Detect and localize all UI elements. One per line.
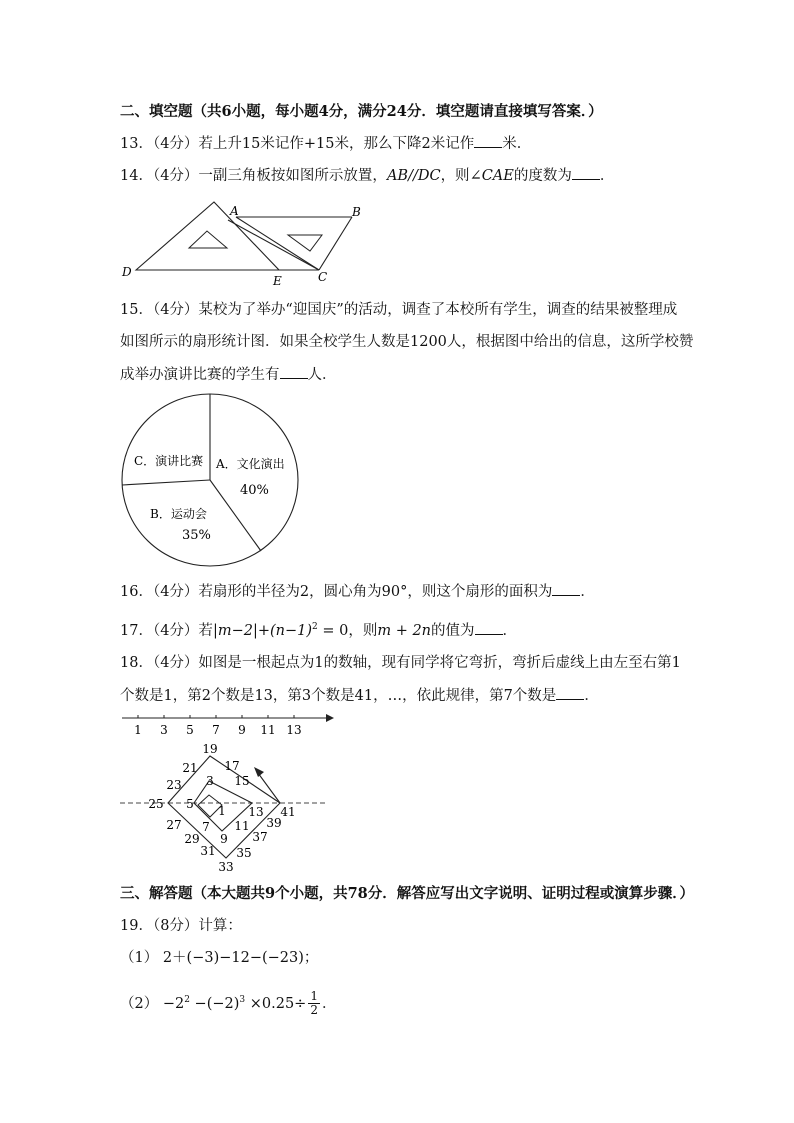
label-D: D xyxy=(122,265,132,279)
spiral-number: 9 xyxy=(220,832,228,846)
q19-p2-c: ×0.25÷ xyxy=(245,995,307,1012)
fraction-one-half xyxy=(308,990,320,1017)
axis-tick-label: 7 xyxy=(212,723,220,737)
q15-text: 成举办演讲比赛的学生有 xyxy=(120,367,280,383)
question-19-part1: （1） 2＋(−3)−12−(−23)； xyxy=(120,950,319,966)
axis-tick-label: 5 xyxy=(186,723,194,737)
q17-text: 17．（4分）若 xyxy=(120,622,213,639)
question-19-title: 19．（8分）计算： xyxy=(120,918,242,934)
question-17 xyxy=(120,617,517,641)
q14-text: 14．（4分）一副三角板按如图所示放置， xyxy=(120,168,387,184)
answer-blank[interactable] xyxy=(556,685,584,700)
q17-expression-c: m + 2n xyxy=(377,622,432,639)
spiral-number: 1 xyxy=(218,804,226,818)
label-A: A xyxy=(230,204,239,218)
q19-p2-a: （2） −2 xyxy=(120,995,185,1012)
small-set-square-hole xyxy=(288,235,322,251)
answer-blank[interactable] xyxy=(280,364,308,379)
spiral-number: 19 xyxy=(202,743,218,756)
q14-end: ． xyxy=(599,168,615,184)
q14-angle: ∠CAE xyxy=(469,168,514,184)
question-19-part2 xyxy=(120,990,336,1017)
q17-expression: |m−2|+(n−1) xyxy=(212,622,313,639)
spiral-figure xyxy=(118,743,333,873)
q19-p2-b: −(−2) xyxy=(189,995,240,1012)
axis-tick-label: 9 xyxy=(238,723,246,737)
answer-blank[interactable] xyxy=(572,165,600,180)
q19-exponent-2: 3 xyxy=(239,995,246,1005)
q18-end: ． xyxy=(584,688,599,704)
number-line xyxy=(118,710,338,742)
label-E: E xyxy=(273,274,282,288)
question-16 xyxy=(120,581,595,602)
section2-heading: 二、填空题（共6小题，每小题4分，满分24分．填空题请直接填写答案．） xyxy=(120,103,603,120)
section3-heading: 三、解答题（本大题共9个小题，共78分．解答应写出文字说明、证明过程或演算步骤．） xyxy=(120,885,695,902)
question-15-line2: 如图所示的扇形统计图．如果全校学生人数是1200人，根据图中给出的信息，这所学校赞 xyxy=(120,334,694,350)
q19-end: ． xyxy=(321,995,337,1012)
spiral-number: 39 xyxy=(266,816,282,830)
axis-tick-label: 3 xyxy=(160,723,168,737)
spiral-number: 25 xyxy=(148,797,164,811)
fraction-denominator: 2 xyxy=(310,1003,318,1018)
pie-chart xyxy=(120,393,305,571)
spiral-number: 17 xyxy=(224,759,240,773)
spiral-number: 13 xyxy=(248,805,264,819)
answer-blank[interactable] xyxy=(475,620,503,635)
question-15-line3 xyxy=(120,364,337,385)
q19-exponent-1: 2 xyxy=(184,995,190,1005)
spiral-number: 41 xyxy=(280,805,296,819)
spiral-number: 31 xyxy=(200,844,216,858)
axis-tick-label: 11 xyxy=(260,723,276,737)
pie-pct-A: 40% xyxy=(240,483,269,498)
spiral-number: 15 xyxy=(234,774,250,788)
q16-end: ． xyxy=(580,584,595,600)
q17-end: ． xyxy=(502,622,518,639)
q13-end: 米． xyxy=(502,136,532,152)
question-14 xyxy=(120,165,614,186)
axis-tick-label: 13 xyxy=(286,723,302,737)
spiral-number: 37 xyxy=(252,830,268,844)
spiral-number: 33 xyxy=(218,860,234,873)
spiral-number: 35 xyxy=(236,846,252,860)
fraction-numerator: 1 xyxy=(310,989,318,1004)
big-set-square-hole xyxy=(189,231,227,248)
q17-text-b: 的值为 xyxy=(431,622,475,639)
spiral-number: 11 xyxy=(234,819,250,833)
label-B: B xyxy=(352,205,361,219)
pie-pct-B: 35% xyxy=(182,528,211,543)
pie-label-B: B．运动会 xyxy=(150,507,207,521)
question-15-line1: 15．（4分）某校为了举办“迎国庆”的活动，调查了本校所有学生，调查的结果被整理成 xyxy=(120,302,678,318)
label-C: C xyxy=(318,270,328,284)
axis-arrow-icon xyxy=(326,714,334,722)
spiral-number: 3 xyxy=(206,774,214,788)
q13-text: 13．（4分）若上升15米记作+15米，那么下降2米记作 xyxy=(120,136,475,152)
q14-parallel: AB//DC xyxy=(386,168,441,184)
spiral-number: 21 xyxy=(182,761,198,775)
spiral-number: 27 xyxy=(166,818,182,832)
q17-expression-b: = 0，则 xyxy=(317,622,378,639)
q17-exponent: 2 xyxy=(312,622,318,632)
spiral-number: 29 xyxy=(184,832,200,846)
question-18-line2 xyxy=(120,685,599,706)
pie-label-A: A．文化演出 xyxy=(216,457,285,471)
axis-tick-label: 1 xyxy=(134,723,142,737)
spiral-number: 7 xyxy=(202,820,210,834)
triangle-rulers-figure xyxy=(118,196,368,288)
spiral-number: 5 xyxy=(186,797,194,811)
answer-blank[interactable] xyxy=(474,133,502,148)
question-18-line1: 18．（4分）如图是一根起点为1的数轴，现有同学将它弯折，弯折后虚线上由左至右第1 xyxy=(120,655,681,671)
spiral-arrow-icon xyxy=(254,767,264,777)
q14-text-c: 的度数为 xyxy=(513,168,572,184)
q14-text-b: ，则 xyxy=(440,168,470,184)
question-13 xyxy=(120,133,531,154)
q16-text: 16．（4分）若扇形的半径为2，圆心角为90°，则这个扇形的面积为 xyxy=(120,584,553,600)
pie-label-C: C．演讲比赛 xyxy=(134,454,204,468)
q15-end: 人． xyxy=(307,367,337,383)
answer-blank[interactable] xyxy=(552,581,580,596)
spiral-number: 23 xyxy=(166,778,182,792)
q18-text: 个数是1，第2个数是13，第3个数是41，…，依此规律，第7个数是 xyxy=(120,688,557,704)
pie-divider-left xyxy=(122,480,210,485)
